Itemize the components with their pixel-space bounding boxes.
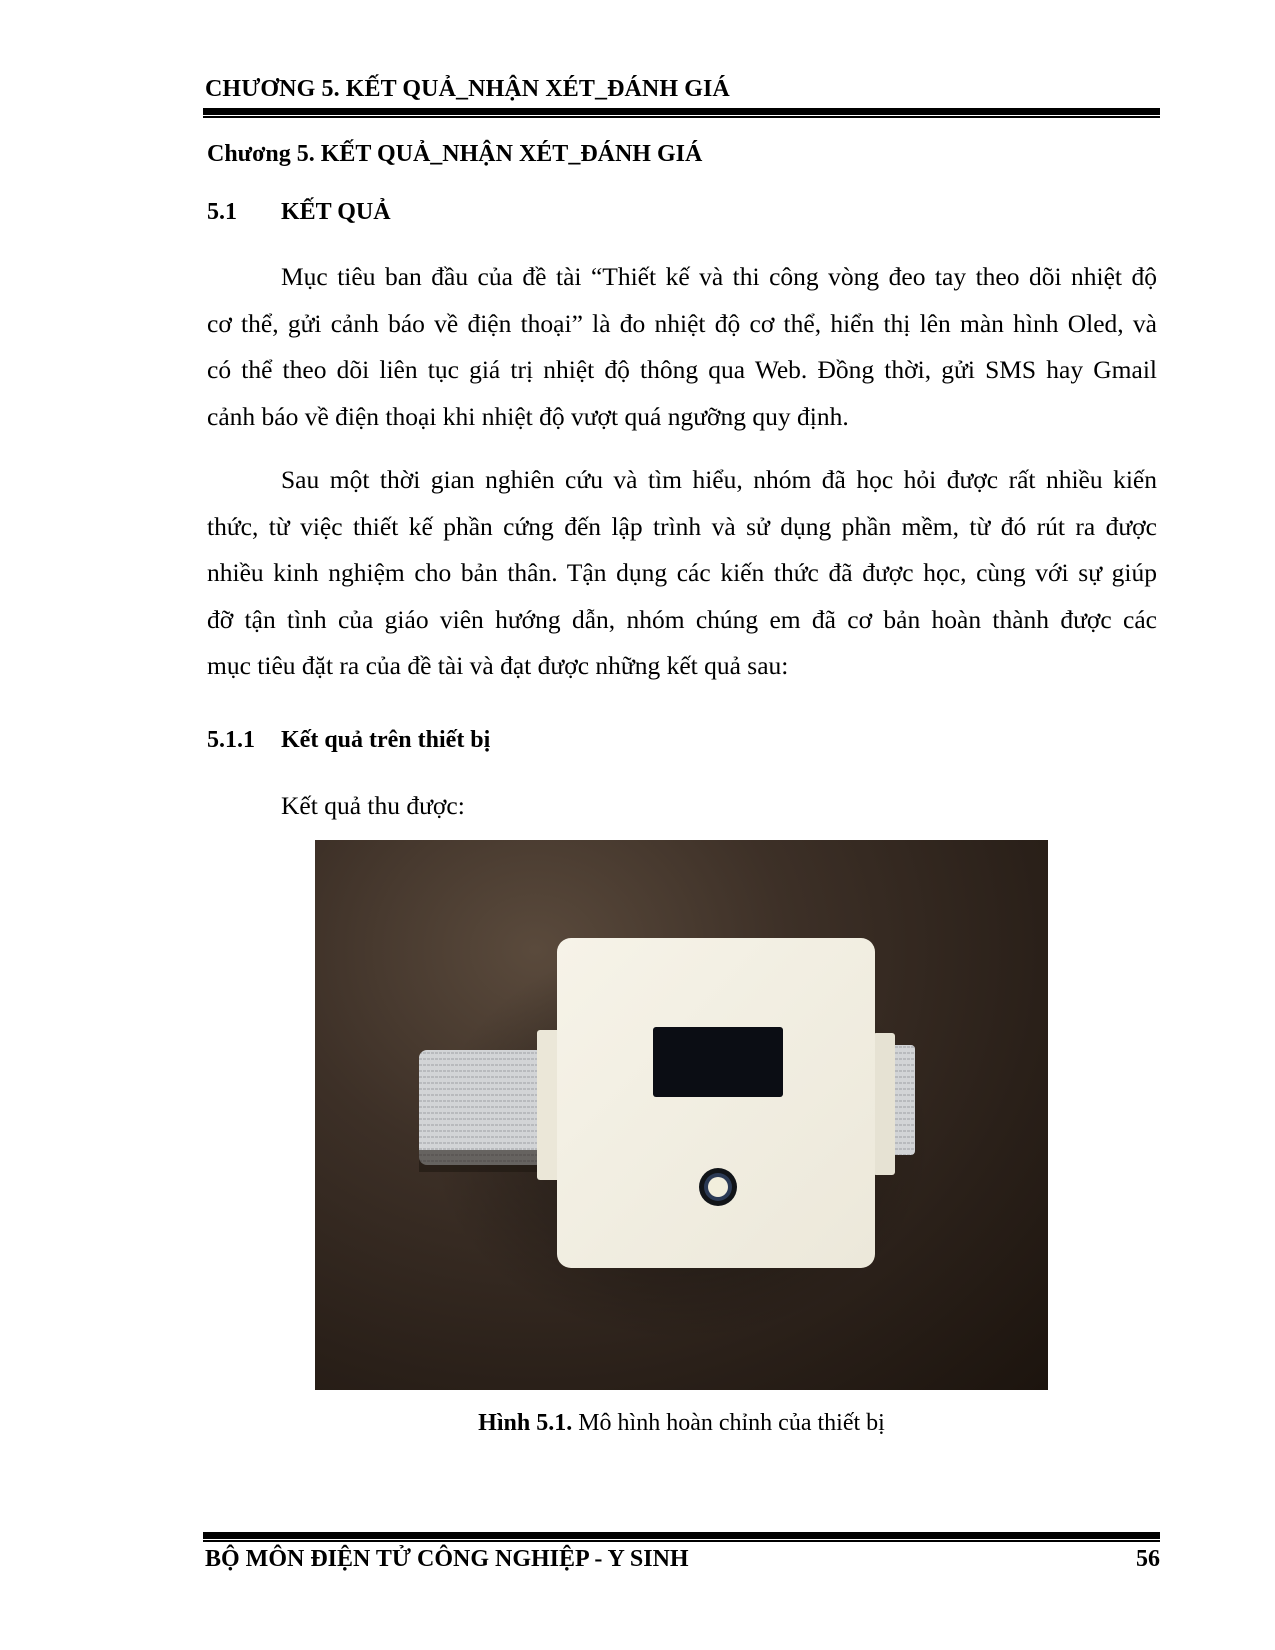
footer-department: BỘ MÔN ĐIỆN TỬ CÔNG NGHIỆP - Y SINH bbox=[205, 1546, 689, 1572]
header-rule-thick bbox=[203, 108, 1160, 115]
section-title: KẾT QUẢ bbox=[281, 199, 391, 225]
page-number: 56 bbox=[1136, 1546, 1160, 1572]
footer-rule-thick bbox=[203, 1532, 1160, 1539]
figure-photo bbox=[315, 840, 1048, 1390]
subsection-heading bbox=[207, 727, 490, 754]
paragraph-line: Kết quả thu được: bbox=[281, 791, 465, 820]
paragraph-line: Mục tiêu ban đầu của đề tài “Thiết kế và thi công vòng đeo tay theo dõi nhiệt độ bbox=[281, 262, 1157, 291]
paragraph-line: cơ thể, gửi cảnh báo về điện thoại” là đo nhiệt độ cơ thể, hiển thị lên màn hình Oled, và bbox=[207, 308, 1157, 338]
paragraph-line: thức, từ việc thiết kế phần cứng đến lập trình và sử dụng phần mềm, từ đó rút ra được bbox=[207, 511, 1157, 541]
subsection-number: 5.1.1 bbox=[207, 727, 255, 753]
figure-caption-text: Mô hình hoàn chỉnh của thiết bị bbox=[578, 1410, 885, 1436]
paragraph-line: nhiều kinh nghiệm cho bản thân. Tận dụng các kiến thức đã được học, cùng với sự giúp bbox=[207, 558, 1157, 588]
figure-intro bbox=[207, 783, 1157, 830]
figure-caption bbox=[315, 1410, 1048, 1437]
footer-rule-thin bbox=[203, 1540, 1160, 1542]
paragraph-line: đỡ tận tình của giáo viên hướng dẫn, nhóm chúng em đã cơ bản hoàn thành được các bbox=[207, 604, 1157, 634]
paragraph-line: Sau một thời gian nghiên cứu và tìm hiểu, nhóm đã học hỏi được rất nhiều kiến bbox=[281, 465, 1157, 494]
section-number: 5.1 bbox=[207, 199, 237, 225]
paragraph-line: có thể theo dõi liên tục giá trị nhiệt độ thông qua Web. Đồng thời, gửi SMS hay Gmail bbox=[207, 355, 1157, 385]
section-heading bbox=[207, 199, 391, 226]
device-illustration bbox=[315, 840, 1048, 1390]
subsection-title: Kết quả trên thiết bị bbox=[281, 727, 491, 753]
header-rule-thin bbox=[203, 116, 1160, 118]
chapter-title: Chương 5. KẾT QUẢ_NHẬN XÉT_ĐÁNH GIÁ bbox=[207, 141, 703, 167]
paragraph-2 bbox=[207, 457, 1157, 690]
running-header-title: CHƯƠNG 5. KẾT QUẢ_NHẬN XÉT_ĐÁNH GIÁ bbox=[205, 76, 730, 102]
figure-label: Hình 5.1. bbox=[478, 1410, 573, 1436]
paragraph-line: mục tiêu đặt ra của đề tài và đạt được những kết quả sau: bbox=[207, 651, 789, 681]
paragraph-1 bbox=[207, 254, 1157, 440]
paragraph-line: cảnh báo về điện thoại khi nhiệt độ vượt quá ngưỡng quy định. bbox=[207, 401, 849, 431]
